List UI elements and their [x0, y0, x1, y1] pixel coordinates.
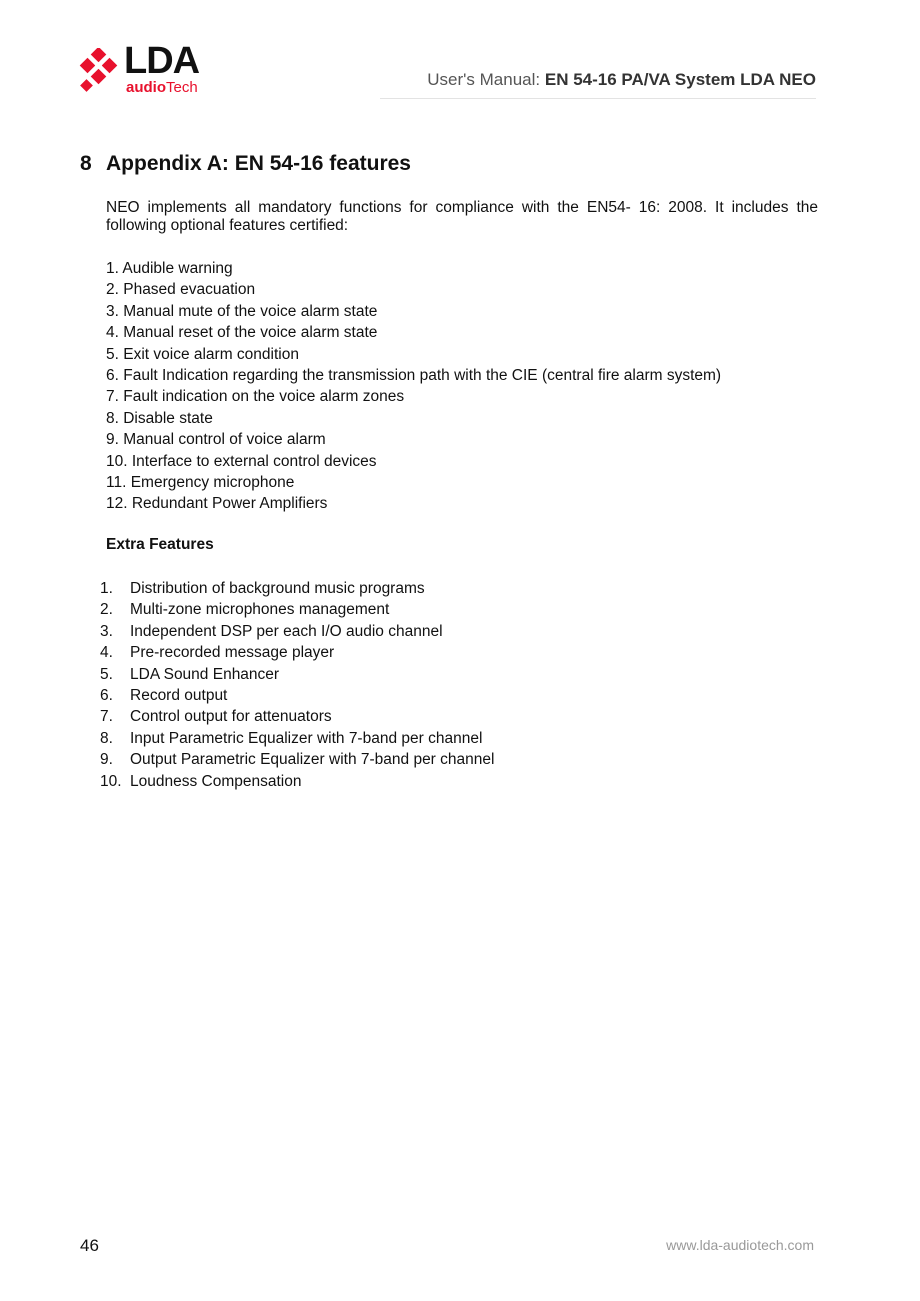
section-heading: [80, 152, 411, 176]
list-item: 8. Input Parametric Equalizer with 7-band per channel: [100, 729, 483, 747]
list-item: 6. Fault Indication regarding the transmission path with the CIE (central fire alarm system): [106, 366, 722, 384]
page-number: 46: [80, 1236, 99, 1255]
intro-paragraph: NEO implements all mandatory functions for compliance with the EN54- 16: 2008. It includes the following optional features certified:: [106, 199, 818, 234]
list-item: 9. Manual control of voice alarm: [106, 431, 326, 449]
list-item: 1. Audible warning: [106, 260, 233, 277]
list-item: 4. Pre-recorded message player: [100, 644, 335, 662]
list-item: 2. Multi-zone microphones management: [100, 601, 390, 619]
list-item: 11. Emergency microphone: [106, 473, 295, 491]
section-title-text: Appendix A: EN 54-16 features: [106, 152, 411, 175]
lda-audiotech-logo: [76, 40, 216, 98]
logo-subtitle: audioTech: [126, 79, 198, 96]
list-item: 12. Redundant Power Amplifiers: [106, 495, 328, 513]
header-title: User's Manual: EN 54-16 PA/VA System LDA NEO: [427, 70, 816, 89]
list-item: 5. LDA Sound Enhancer: [100, 665, 280, 683]
list-item: 2. Phased evacuation: [106, 281, 256, 299]
website-url: www.lda-audiotech.com: [666, 1237, 814, 1253]
list-item: 1. Distribution of background music programs: [100, 580, 425, 597]
list-item: 10. Interface to external control devices: [106, 452, 377, 470]
list-item: 6. Record output: [100, 686, 228, 704]
list-item: 10. Loudness Compensation: [100, 772, 302, 790]
header-divider: [380, 98, 816, 99]
extra-features-list: [100, 578, 494, 792]
list-item: 3. Manual mute of the voice alarm state: [106, 302, 378, 320]
list-item: 9. Output Parametric Equalizer with 7-band per channel: [100, 751, 495, 769]
list-item: 7. Control output for attenuators: [100, 708, 332, 726]
list-item: 7. Fault indication on the voice alarm zones: [106, 388, 405, 406]
section-number: 8: [80, 152, 92, 175]
certified-features-list: [106, 258, 721, 515]
list-item: 5. Exit voice alarm condition: [106, 345, 299, 363]
list-item: 4. Manual reset of the voice alarm state: [106, 324, 378, 342]
extra-features-heading: Extra Features: [106, 536, 214, 553]
logo-wordmark: LDA: [124, 40, 200, 82]
diamond-logo-icon: [76, 48, 122, 94]
list-item: 3. Independent DSP per each I/O audio channel: [100, 622, 443, 640]
list-item: 8. Disable state: [106, 409, 213, 427]
